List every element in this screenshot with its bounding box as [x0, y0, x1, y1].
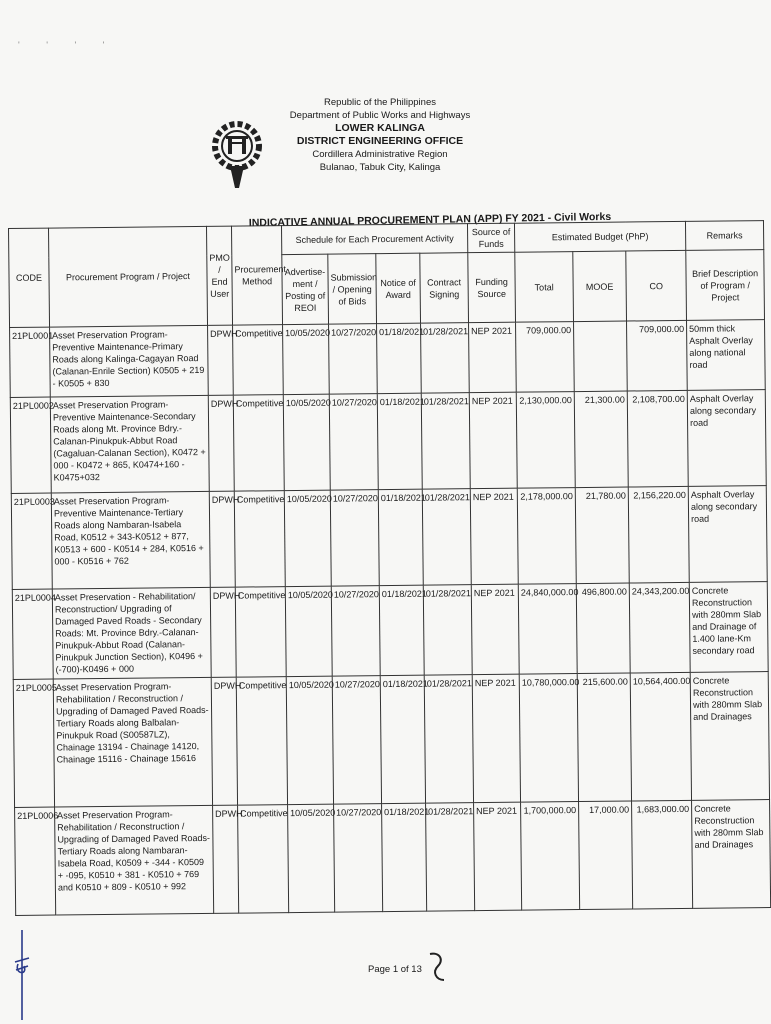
col-advert: Advertise-ment / Posting of REOI	[282, 254, 329, 324]
cell-code: 21PL0002	[10, 397, 51, 493]
page-number: Page 1 of 13	[368, 964, 422, 975]
cell-notice: 01/18/2021	[377, 323, 422, 393]
cell-submission: 10/27/2020	[329, 324, 378, 394]
cell-co: 10,564,400.00	[630, 672, 691, 801]
cell-program: Asset Preservation Program-Preventive Maintenance-Tertiary Roads along Nambaran-Isabela Road, K0512 + 343-K0512 + 877, K0513 + 600 - K0514 + 284, K0516 + 000 - K0516 + 762	[51, 491, 210, 589]
header-region: Cordillera Administrative Region	[312, 149, 448, 160]
cell-program: Asset Preservation Program-Rehabilitation / Reconstruction / Upgrading of Damaged Paved Roads-Tertiary Roads along Balbalan-Pinukpuk Road (S00587LZ), Chainage 13194 - Chainage 14120, Chainage 15116 - Chainage 15616	[53, 677, 212, 807]
cell-contract: 01/28/2021	[426, 803, 475, 911]
cell-remarks: 50mm thick Asphalt Overlay along national road	[687, 320, 766, 391]
col-remarks: Remarks	[686, 221, 764, 251]
cell-submission: 10/27/2020	[332, 676, 381, 804]
cell-total: 24,840,000.00	[518, 584, 577, 675]
col-budget: Estimated Budget (PhP)	[514, 221, 685, 252]
header-office-name: LOWER KALINGA	[335, 122, 425, 134]
cell-contract: 01/28/2021	[421, 323, 470, 393]
cell-pmo: DPWH	[211, 677, 237, 805]
cell-submission: 10/27/2020	[330, 490, 379, 586]
cell-remarks: Concrete Reconstruction with 280mm Slab and Drainages	[692, 800, 771, 909]
cell-contract: 01/28/2021	[422, 489, 471, 585]
scan-artifacts: ' ' ' '	[18, 40, 117, 50]
cell-funding: NEP 2021	[471, 584, 519, 674]
cell-total: 2,130,000.00	[516, 392, 575, 489]
header-line-2: Department of Public Works and Highways	[289, 110, 471, 121]
cell-advert: 10/05/2020	[284, 490, 331, 586]
col-notice: Notice of Award	[376, 253, 421, 323]
cell-contract: 01/28/2021	[421, 393, 470, 489]
cell-submission: 10/27/2020	[331, 586, 380, 676]
cell-code: 21PL0001	[10, 327, 51, 397]
cell-notice: 01/18/2021	[378, 489, 423, 585]
margin-pen-mark	[12, 930, 32, 1020]
cell-program: Asset Preservation - Rehabilitation/ Reconstruction/ Upgrading of Damaged Paved Roads - Secondary Roads: Mt. Province Bdry.-Calanan-Pinukpuk-Abbut Road (Calanan-Pinukpuk Junction Section), K0496 + (-700)-K0496 + 000	[52, 587, 211, 679]
table-row	[12, 582, 768, 680]
col-code: CODE	[9, 228, 50, 327]
cell-total: 10,780,000.00	[519, 674, 578, 803]
col-total: Total	[515, 252, 574, 323]
cell-pmo: DPWH	[210, 587, 236, 677]
col-co: CO	[626, 250, 687, 321]
cell-mooe	[574, 321, 628, 392]
cell-total: 709,000.00	[516, 322, 575, 393]
col-contract: Contract Signing	[420, 253, 469, 323]
table-row	[10, 390, 766, 494]
cell-pmo: DPWH	[209, 491, 235, 587]
cell-funding: NEP 2021	[472, 674, 520, 802]
header-line-1: Republic of the Philippines	[324, 97, 436, 108]
cell-mooe: 17,000.00	[579, 801, 633, 910]
cell-method: Competitive	[233, 395, 284, 492]
cell-remarks: Asphalt Overlay along secondary road	[688, 486, 767, 583]
cell-method: Competitive	[235, 587, 286, 678]
plan-title: INDICATIVE ANNUAL PROCUREMENT PLAN (APP) FY 2021 - Civil Works	[248, 210, 612, 230]
col-program: Procurement Program / Project	[49, 226, 208, 327]
cell-submission: 10/27/2020	[334, 804, 383, 912]
cell-co: 24,343,200.00	[629, 582, 690, 673]
cell-program: Asset Preservation Program-Preventive Maintenance-Primary Roads along Kalinga-Cagayan Road (Calanan-Enrile Section) K0505 + 219 - K0505 + 830	[50, 325, 209, 397]
cell-code: 21PL0004	[12, 589, 53, 679]
cell-advert: 10/05/2020	[283, 324, 330, 394]
col-source: Source of Funds	[467, 223, 514, 252]
cell-submission: 10/27/2020	[329, 394, 378, 490]
col-mooe: MOOE	[573, 251, 627, 322]
cell-remarks: Concrete Reconstruction with 280mm Slab and Drainages	[690, 672, 769, 801]
cell-notice: 01/18/2021	[377, 393, 422, 489]
cell-contract: 01/28/2021	[423, 585, 472, 675]
cell-code: 21PL0006	[15, 807, 56, 915]
cell-mooe: 21,300.00	[574, 391, 628, 488]
cell-funding: NEP 2021	[469, 322, 517, 392]
cell-notice: 01/18/2021	[379, 585, 424, 675]
cell-program: Asset Preservation Program-Preventive Maintenance-Secondary Roads along Mt. Province Bdry.-Calanan-Pinukpuk-Abbut Road (Cagaluan-Calanan Section), K0472 + 000 - K0472 + 865, K0474+160 - K0475+032	[50, 395, 209, 493]
cell-advert: 10/05/2020	[283, 394, 330, 490]
cell-pmo: DPWH	[213, 805, 239, 913]
cell-pmo: DPWH	[208, 325, 234, 395]
cell-remarks: Asphalt Overlay along secondary road	[687, 390, 766, 487]
cell-mooe: 21,780.00	[575, 487, 629, 584]
cell-co: 2,156,220.00	[628, 486, 689, 583]
cell-mooe: 496,800.00	[576, 583, 630, 674]
agency-header	[280, 96, 480, 174]
col-method: Procurement Method	[231, 226, 282, 326]
cell-funding: NEP 2021	[474, 802, 522, 910]
cell-total: 1,700,000.00	[521, 802, 580, 911]
header-address: Bulanao, Tabuk City, Kalinga	[319, 162, 441, 173]
cell-advert: 10/05/2020	[288, 804, 335, 912]
col-brief: Brief Description of Program / Project	[686, 250, 765, 321]
cell-method: Competitive	[236, 677, 287, 806]
table-row	[11, 486, 767, 590]
procurement-plan-table	[8, 220, 771, 916]
cell-pmo: DPWH	[208, 395, 234, 491]
col-pmo: PMO / End User	[206, 226, 232, 325]
cell-code: 21PL0003	[11, 493, 52, 589]
cell-method: Competitive	[238, 805, 289, 914]
cell-method: Competitive	[234, 491, 285, 588]
cell-co: 709,000.00	[627, 320, 688, 391]
handwritten-initial	[426, 950, 448, 984]
cell-program: Asset Preservation Program-Rehabilitation / Reconstruction / Upgrading of Damaged Paved Roads-Tertiary Roads along Nambaran-Isabela Road, K0509 + -344 - K0509 + -095, K0510 + 381 - K0510 + 769 and K0510 + 809 - K0510 + 992	[55, 805, 214, 915]
header-office-type: DISTRICT ENGINEERING OFFICE	[296, 135, 464, 147]
cell-advert: 10/05/2020	[286, 676, 333, 804]
col-submission: Submission / Opening of Bids	[328, 254, 377, 324]
cell-method: Competitive	[233, 325, 284, 396]
cell-notice: 01/18/2021	[380, 675, 425, 803]
cell-notice: 01/18/2021	[382, 803, 427, 911]
table-row	[13, 672, 769, 808]
cell-contract: 01/28/2021	[424, 675, 473, 803]
cell-co: 1,683,000.00	[632, 800, 693, 909]
cell-funding: NEP 2021	[469, 392, 517, 488]
col-funding: Funding Source	[468, 252, 516, 322]
cell-advert: 10/05/2020	[285, 586, 332, 676]
cell-funding: NEP 2021	[470, 488, 518, 584]
col-schedule: Schedule for Each Procurement Activity	[281, 224, 467, 255]
dpwh-seal-logo	[208, 116, 266, 190]
cell-mooe: 215,600.00	[577, 673, 631, 802]
table-row	[10, 320, 766, 398]
cell-co: 2,108,700.00	[627, 390, 688, 487]
cell-remarks: Concrete Reconstruction with 280mm Slab and Drainage of 1.400 lane-Km secondary road	[689, 582, 768, 673]
table-row	[15, 800, 771, 916]
cell-code: 21PL0005	[13, 679, 54, 807]
cell-total: 2,178,000.00	[517, 488, 576, 585]
